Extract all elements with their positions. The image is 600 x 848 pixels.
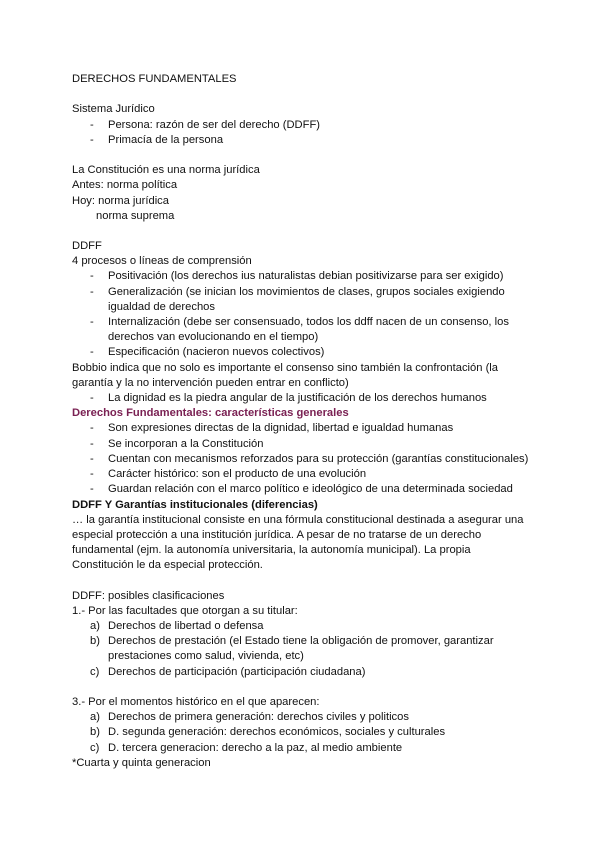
list-item: - Carácter histórico: son el producto de una evolución xyxy=(72,467,532,482)
garantias-heading: DDFF Y Garantías institucionales (diferencias) xyxy=(72,498,318,511)
list-item: c) Derechos de participación (participación ciudadana) xyxy=(90,665,366,678)
sistema-heading: Sistema Jurídico xyxy=(72,103,155,116)
bullet-dash: - xyxy=(90,118,94,131)
list-item: - Persona: razón de ser del derecho (DDFF) xyxy=(72,118,532,133)
caracteristicas-heading: Derechos Fundamentales: características generales xyxy=(72,407,349,420)
garantias-paragraph: … la garantía institucional consiste en una fórmula constitucional destinada a asegurar una especial protección a una institución jurídica. A pesar de no tratarse de un derecho fundamental (ejm. la autonomía universitaria, la autonomía municipal). La propia Constitución le da especial protección. xyxy=(72,513,524,572)
list-item: a) Derechos de libertad o defensa xyxy=(90,620,264,633)
list-item: - Se incorporan a la Constitución xyxy=(72,437,532,452)
bullet-dash: - xyxy=(90,133,94,146)
list-item: - Especificación (nacieron nuevos colectivos) xyxy=(72,345,532,360)
bullet-dash: - xyxy=(90,468,94,481)
bullet-dash: - xyxy=(90,346,94,359)
list-item: - Internalización (debe ser consensuado, todos los ddff nacen de un consenso, los derechos van evolucionando en el tiempo) xyxy=(90,316,509,344)
bullet-dash: - xyxy=(90,285,94,298)
bullet-dash: - xyxy=(90,316,94,329)
list-item: - La dignidad es la piedra angular de la justificación de los derechos humanos xyxy=(72,391,532,406)
ddff-heading: DDFF xyxy=(72,240,102,253)
clasificacion-question: 1.- Por las facultades que otorgan a su titular: xyxy=(72,604,298,617)
list-item: c) D. tercera generacion: derecho a la paz, al medio ambiente xyxy=(90,741,403,754)
list-item: - Son expresiones directas de la dignidad, libertad e igualdad humanas xyxy=(72,421,532,436)
document-title: DERECHOS FUNDAMENTALES xyxy=(72,73,237,85)
constitucion-line: Hoy: norma jurídica xyxy=(72,194,169,207)
document-body xyxy=(72,72,532,771)
constitucion-line: La Constitución es una norma jurídica xyxy=(72,164,260,177)
list-item: b) D. segunda generación: derechos económicos, sociales y culturales xyxy=(90,726,446,739)
list-item: - Primacía de la persona xyxy=(72,133,532,148)
generacion-note: *Cuarta y quinta generacion xyxy=(72,756,211,769)
list-item: - Generalización (se inician los movimientos de clases, grupos sociales exigiendo igualdad de derechos xyxy=(90,285,505,313)
bullet-dash: - xyxy=(90,422,94,435)
bullet-dash: - xyxy=(90,483,94,496)
list-item: a) Derechos de primera generación: derechos civiles y politicos xyxy=(90,711,409,724)
ddff-subheading: 4 procesos o líneas de comprensión xyxy=(72,255,252,268)
constitucion-line: norma suprema xyxy=(96,209,175,222)
bobbio-paragraph: Bobbio indica que no solo es importante el consenso sino también la confrontación (la garantía y la no intervención pueden entrar en conflicto) xyxy=(72,361,499,389)
clasificaciones-heading: DDFF: posibles clasificaciones xyxy=(72,589,225,602)
list-item: - Positivación (los derechos ius naturalistas debian positivizarse para ser exigido) xyxy=(72,269,532,284)
clasificacion-question: 3.- Por el momentos histórico en el que aparecen: xyxy=(72,696,320,709)
list-item: - Cuentan con mecanismos reforzados para su protección (garantías constitucionales) xyxy=(72,452,532,467)
bullet-dash: - xyxy=(90,270,94,283)
list-item: b) Derechos de prestación (el Estado tiene la obligación de promover, garantizar prestaciones como salud, vivienda, etc) xyxy=(90,635,494,663)
bullet-dash: - xyxy=(90,437,94,450)
bullet-dash: - xyxy=(90,392,94,405)
list-item: - Guardan relación con el marco político e ideológico de una determinada sociedad xyxy=(72,482,532,497)
constitucion-line: Antes: norma política xyxy=(72,179,178,192)
bullet-dash: - xyxy=(90,452,94,465)
